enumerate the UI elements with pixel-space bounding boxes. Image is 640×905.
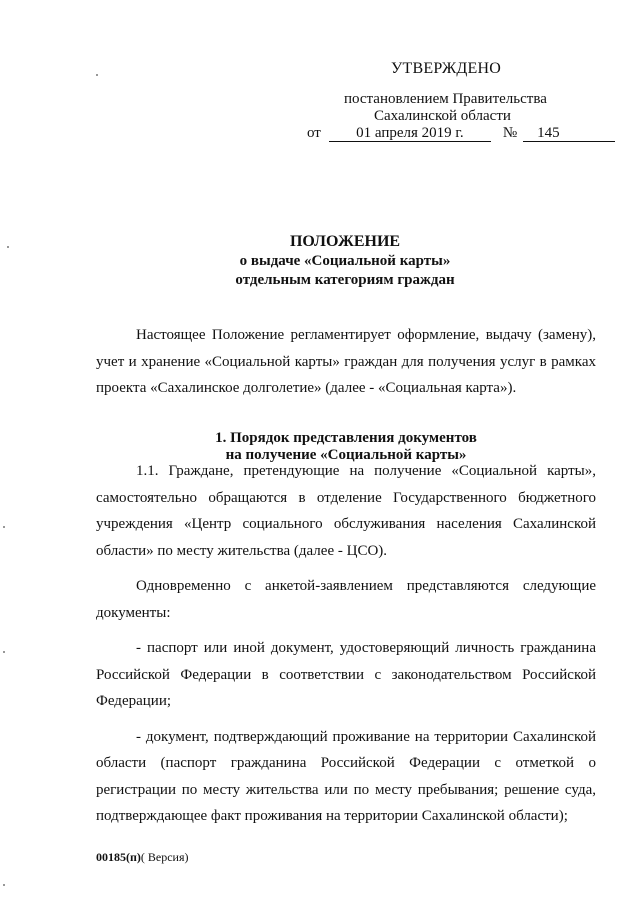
title-main: ПОЛОЖЕНИЕ bbox=[289, 233, 401, 250]
scan-speck bbox=[3, 526, 5, 528]
paragraph-residence-proof: - документ, подтверждающий проживание на территории Сахалинской области (паспорт гражданина Российской Федерации с отметкой о регистрации по месту жительства или по месту пребывания; решение суда, подтверждающее факт проживания на территории Сахалинской области); bbox=[96, 728, 596, 824]
section-1-heading-line2: на получение «Социальной карты» bbox=[225, 447, 467, 463]
paragraph-documents-intro: Одновременно с анкетой-заявлением представляются следующие документы: bbox=[96, 578, 596, 621]
paragraph-1-1: 1.1. Граждане, претендующие на получение «Социальной карты», самостоятельно обращаются в отделение Государственного бюджетного учреждения «Центр социального обслуживания населения Сахалинской области» по месту жительства (далее - ЦСО). bbox=[96, 463, 596, 559]
title-subtitle-1: о выдаче «Социальной карты» bbox=[239, 253, 451, 269]
document-footer-code bbox=[96, 850, 189, 865]
scan-speck bbox=[3, 884, 5, 886]
approval-authority-line: постановлением Правительства bbox=[344, 91, 547, 107]
document-title bbox=[0, 232, 640, 290]
intro-section bbox=[96, 322, 596, 402]
scan-speck bbox=[7, 246, 9, 248]
footer-code: 00185(п) bbox=[96, 850, 141, 864]
section-1-body bbox=[96, 458, 596, 839]
section-1-heading-line1: 1. Порядок представления документов bbox=[215, 430, 477, 446]
title-subtitle-2: отдельным категориям граждан bbox=[235, 272, 455, 288]
approval-number: 145 bbox=[523, 126, 615, 142]
approval-date: 01 апреля 2019 г. bbox=[329, 126, 491, 142]
from-label: от bbox=[307, 125, 321, 141]
approval-date-number-line bbox=[307, 125, 615, 142]
approved-title: УТВЕРЖДЕНО bbox=[391, 60, 502, 77]
paragraph-passport: - паспорт или иной документ, удостоверяющий личность гражданина Российской Федерации в соответствии с законодательством Российской Федерации; bbox=[96, 640, 596, 709]
number-sign: № bbox=[502, 125, 518, 141]
approval-region-line: Сахалинской области bbox=[374, 108, 511, 124]
scan-speck bbox=[3, 651, 5, 653]
intro-paragraph: Настоящее Положение регламентирует оформление, выдачу (замену), учет и хранение «Социальной карты» граждан для получения услуг в рамках проекта «Сахалинское долголетие» (далее - «Социальная карта»). bbox=[96, 327, 596, 396]
scan-speck bbox=[96, 74, 98, 76]
footer-version: ( Версия) bbox=[140, 850, 189, 864]
